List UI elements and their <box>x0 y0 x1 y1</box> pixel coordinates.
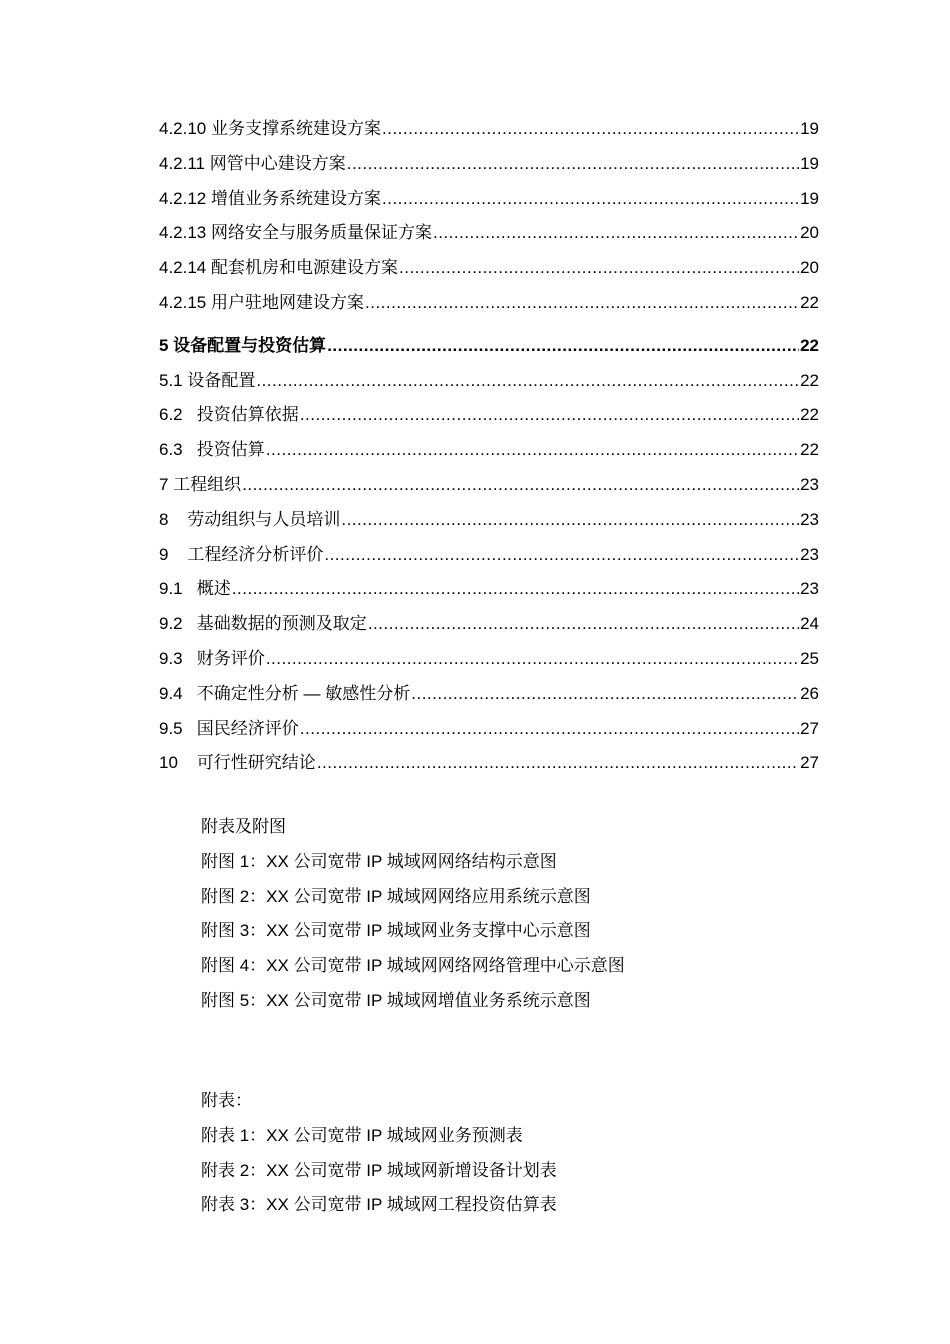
toc-page-number: 19 <box>800 119 819 138</box>
toc-dot-leader <box>341 503 799 538</box>
toc-dot-leader <box>368 607 799 642</box>
toc-entry[interactable] <box>159 468 819 503</box>
toc-page-number: 27 <box>800 718 819 738</box>
toc-entry-title: 4.2.13 网络安全与服务质量保证方案 <box>159 223 432 243</box>
figure-item: 附图 2：XX 公司宽带 IP 城域网网络应用系统示意图 <box>201 886 591 906</box>
toc-dot-leader <box>399 251 799 286</box>
toc-page-number: 19 <box>800 188 819 208</box>
toc-entry-title: 4.2.14 配套机房和电源建设方案 <box>159 258 398 278</box>
toc-page-number: 26 <box>800 683 819 703</box>
toc-entry[interactable] <box>159 286 819 321</box>
toc-dot-leader <box>382 112 799 147</box>
toc-page-number: 22 <box>800 335 819 355</box>
toc-entry[interactable] <box>159 216 819 251</box>
appendix-figures-heading: 附表及附图 <box>201 817 286 836</box>
toc-entry-title: 7 工程组织 <box>159 474 242 494</box>
toc-dot-leader <box>242 468 799 503</box>
toc-entry-title: 5 设备配置与投资估算 <box>159 335 327 355</box>
toc-entry-title: 9.3 财务评价 <box>159 648 265 668</box>
toc-entry[interactable] <box>159 329 819 364</box>
figure-item: 附图 4：XX 公司宽带 IP 城域网网络网络管理中心示意图 <box>201 956 625 976</box>
toc-dot-leader <box>365 286 799 321</box>
toc-dot-leader <box>411 677 799 712</box>
toc-entry[interactable] <box>159 364 819 399</box>
toc-entry[interactable] <box>159 712 819 747</box>
toc-entry-title: 9.2 基础数据的预测及取定 <box>159 614 367 634</box>
figure-item: 附图 1：XX 公司宽带 IP 城域网网络结构示意图 <box>201 851 557 871</box>
figure-item: 附图 3：XX 公司宽带 IP 城域网业务支撑中心示意图 <box>201 921 591 941</box>
toc-page-number: 23 <box>800 544 819 564</box>
toc-entry[interactable] <box>159 112 819 147</box>
toc-entry-title: 9.5 国民经济评价 <box>159 718 299 738</box>
toc-page-number: 27 <box>800 753 819 773</box>
toc-page-number: 23 <box>800 579 819 599</box>
appendix-figures-section <box>201 810 801 1019</box>
toc-dot-leader <box>347 147 799 182</box>
appendix-tables-heading: 附表： <box>201 1091 252 1110</box>
toc-page-number: 22 <box>800 405 819 425</box>
toc-dot-leader <box>317 746 799 781</box>
toc-entry[interactable] <box>159 503 819 538</box>
table-item: 附表 1：XX 公司宽带 IP 城域网业务预测表 <box>201 1125 523 1145</box>
toc-page-number: 20 <box>800 223 819 243</box>
toc-entry-title: 6.3 投资估算 <box>159 440 265 460</box>
toc-entry-title: 4.2.15 用户驻地网建设方案 <box>159 292 364 312</box>
appendix-tables-section <box>201 1084 801 1223</box>
table-of-contents <box>159 112 819 781</box>
toc-page-number: 22 <box>800 440 819 460</box>
toc-entry-title: 4.2.12 增值业务系统建设方案 <box>159 188 381 208</box>
toc-dot-leader <box>324 538 799 573</box>
toc-dot-leader <box>327 329 799 364</box>
toc-dot-leader <box>433 216 799 251</box>
toc-entry[interactable] <box>159 182 819 217</box>
toc-page-number: 19 <box>800 153 819 173</box>
toc-entry[interactable] <box>159 251 819 286</box>
toc-entry[interactable] <box>159 398 819 433</box>
toc-page-number: 24 <box>800 614 819 634</box>
table-item: 附表 2：XX 公司宽带 IP 城域网新增设备计划表 <box>201 1160 557 1180</box>
toc-entry-title: 9.1 概述 <box>159 579 231 599</box>
toc-entry[interactable] <box>159 607 819 642</box>
toc-dot-leader <box>300 712 799 747</box>
toc-entry-title: 4.2.10 业务支撑系统建设方案 <box>159 119 381 138</box>
toc-entry-title: 8 劳动组织与人员培训 <box>159 509 341 529</box>
toc-entry[interactable] <box>159 642 819 677</box>
toc-dot-leader <box>300 398 799 433</box>
toc-dot-leader <box>266 642 799 677</box>
toc-dot-leader <box>256 364 799 399</box>
toc-entry[interactable] <box>159 572 819 607</box>
table-item: 附表 3：XX 公司宽带 IP 城域网工程投资估算表 <box>201 1195 557 1215</box>
toc-entry-title: 4.2.11 网管中心建设方案 <box>159 153 346 173</box>
toc-page-number: 22 <box>800 292 819 312</box>
figure-item: 附图 5：XX 公司宽带 IP 城域网增值业务系统示意图 <box>201 990 591 1010</box>
toc-entry[interactable] <box>159 677 819 712</box>
toc-entry[interactable] <box>159 538 819 573</box>
toc-page-number: 25 <box>800 648 819 668</box>
toc-entry[interactable] <box>159 433 819 468</box>
toc-dot-leader <box>266 433 799 468</box>
toc-dot-leader <box>232 572 799 607</box>
toc-entry-title: 9 工程经济分析评价 <box>159 544 324 564</box>
toc-entry-title: 6.2 投资估算依据 <box>159 405 299 425</box>
toc-dot-leader <box>382 182 799 217</box>
toc-page-number: 23 <box>800 509 819 529</box>
toc-page-number: 23 <box>800 474 819 494</box>
toc-entry-title: 10 可行性研究结论 <box>159 753 316 773</box>
toc-entry-title: 5.1 设备配置 <box>159 370 256 390</box>
toc-entry-title: 9.4 不确定性分析 — 敏感性分析 <box>159 683 411 703</box>
toc-entry[interactable] <box>159 147 819 182</box>
toc-page-number: 22 <box>800 370 819 390</box>
toc-entry[interactable] <box>159 746 819 781</box>
toc-page-number: 20 <box>800 258 819 278</box>
